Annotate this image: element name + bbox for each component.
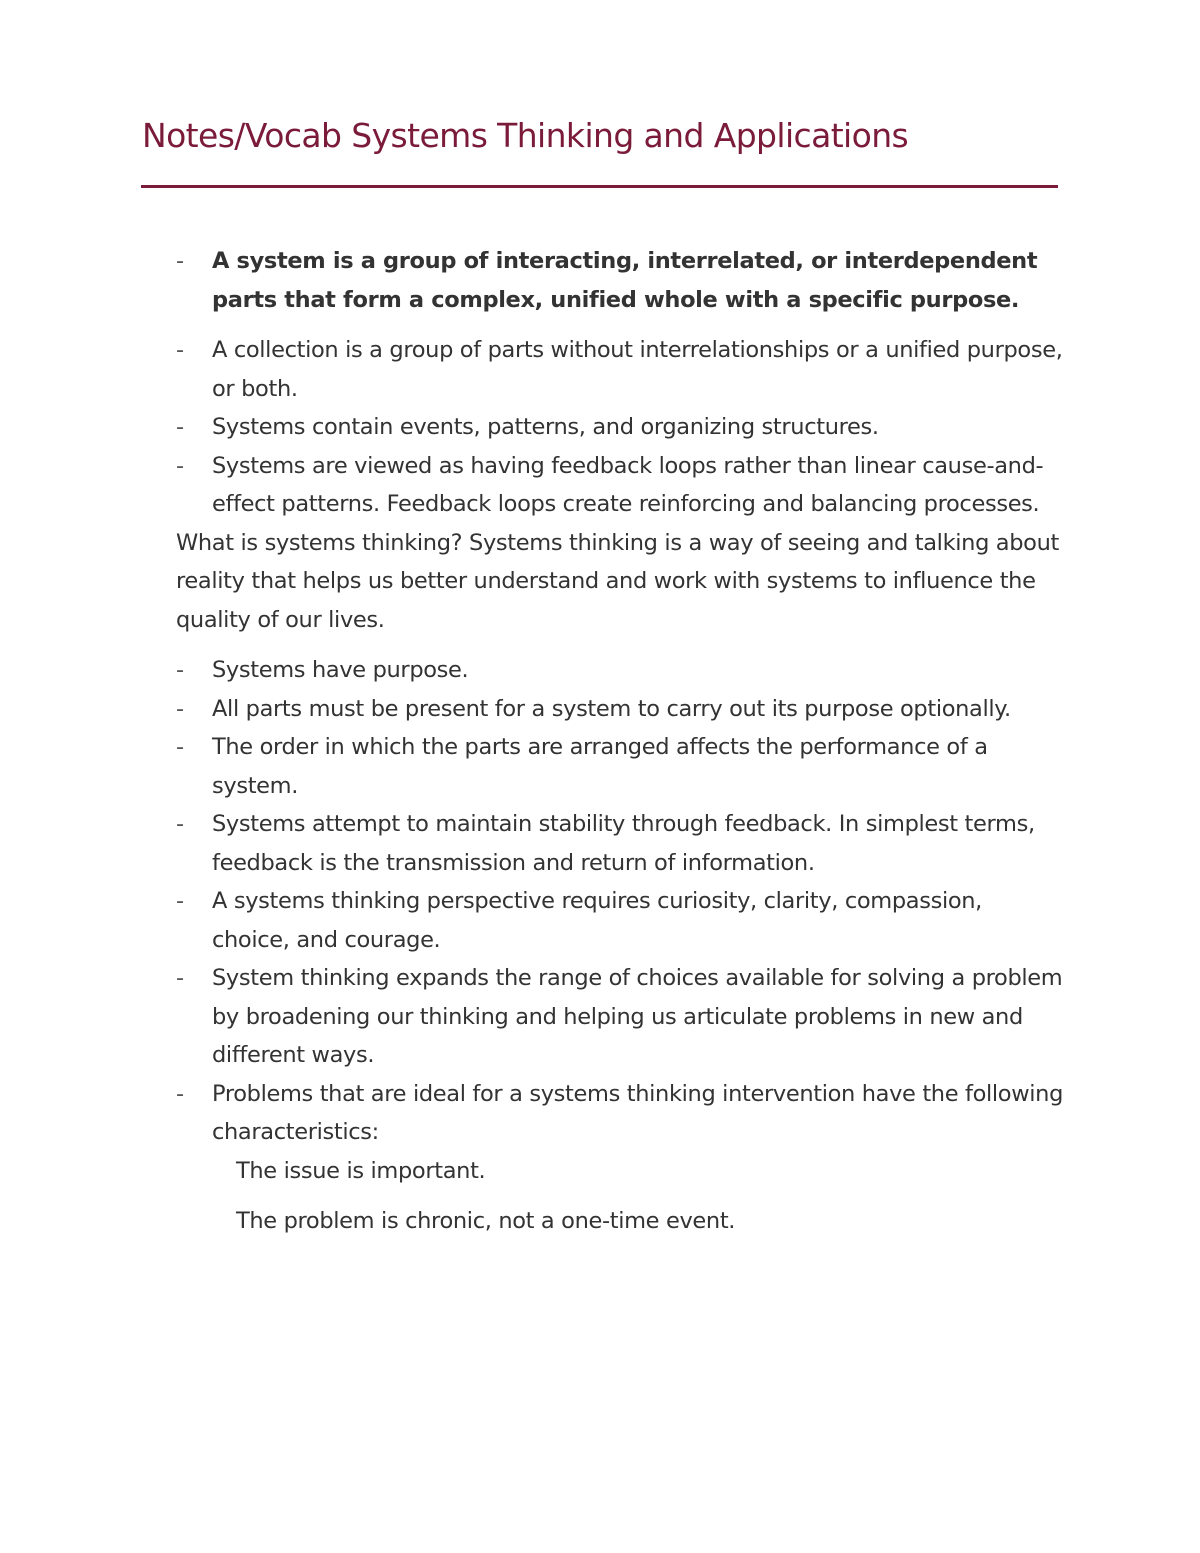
list-item [176, 728, 1066, 805]
dash-bullet: - [176, 248, 184, 274]
characteristic-item: The problem is chronic, not a one-time event. [236, 1208, 736, 1234]
dash-bullet: - [176, 695, 184, 722]
dash-bullet: - [176, 657, 184, 683]
list-item-text: Systems contain events, patterns, and organizing structures. [212, 414, 879, 440]
dash-bullet: - [176, 452, 184, 479]
list-item [176, 690, 1066, 729]
systems-thinking-paragraph: What is systems thinking? Systems thinking is a way of seeing and talking about reality that helps us better understand and work with systems to influence the quality of our lives. [176, 529, 1059, 633]
list-item [176, 959, 1066, 1075]
list-item [176, 331, 1066, 408]
definitions-list [176, 242, 1066, 524]
document-title: Notes/Vocab Systems Thinking and Applications [142, 116, 909, 155]
document-body [176, 242, 1066, 1253]
list-item-text: A systems thinking perspective requires curiosity, clarity, compassion, choice, and courage. [212, 888, 982, 953]
dash-bullet: - [176, 965, 184, 991]
list-item-text: All parts must be present for a system to carry out its purpose optionally. [212, 695, 1011, 722]
dash-bullet: - [176, 414, 184, 440]
dash-bullet: - [176, 337, 184, 363]
list-item-text: A collection is a group of parts without interrelationships or a unified purpose, or both. [212, 337, 1063, 402]
list-item [176, 242, 1066, 319]
dash-bullet: - [176, 811, 184, 837]
list-item [176, 1075, 1066, 1152]
list-item [176, 651, 1066, 690]
list-item-text: Systems have purpose. [212, 657, 469, 683]
list-item [176, 882, 1066, 959]
dash-bullet: - [176, 888, 184, 914]
list-item-text: The order in which the parts are arranged affects the performance of a system. [212, 734, 988, 799]
list-item-text: A system is a group of interacting, interrelated, or interdependent parts that form a complex, unified whole with a specific purpose. [212, 248, 1038, 313]
list-item-text: Systems are viewed as having feedback loops rather than linear cause-and-effect patterns. Feedback loops create reinforcing and balancing processes. [212, 452, 1044, 517]
list-item-text: Systems attempt to maintain stability through feedback. In simplest terms, feedback is the transmission and return of information. [212, 811, 1035, 876]
title-underline-rule [141, 185, 1058, 188]
list-item-text: System thinking expands the range of choices available for solving a problem by broadening our thinking and helping us articulate problems in new and different ways. [212, 965, 1063, 1068]
list-item [176, 805, 1066, 882]
properties-list [176, 651, 1066, 1152]
dash-bullet: - [176, 734, 184, 760]
list-item-text: Problems that are ideal for a systems thinking intervention have the following characteristics: [212, 1080, 1064, 1145]
list-item [176, 447, 1066, 524]
characteristic-item: The issue is important. [236, 1157, 486, 1184]
dash-bullet: - [176, 1080, 184, 1107]
list-item [176, 408, 1066, 447]
